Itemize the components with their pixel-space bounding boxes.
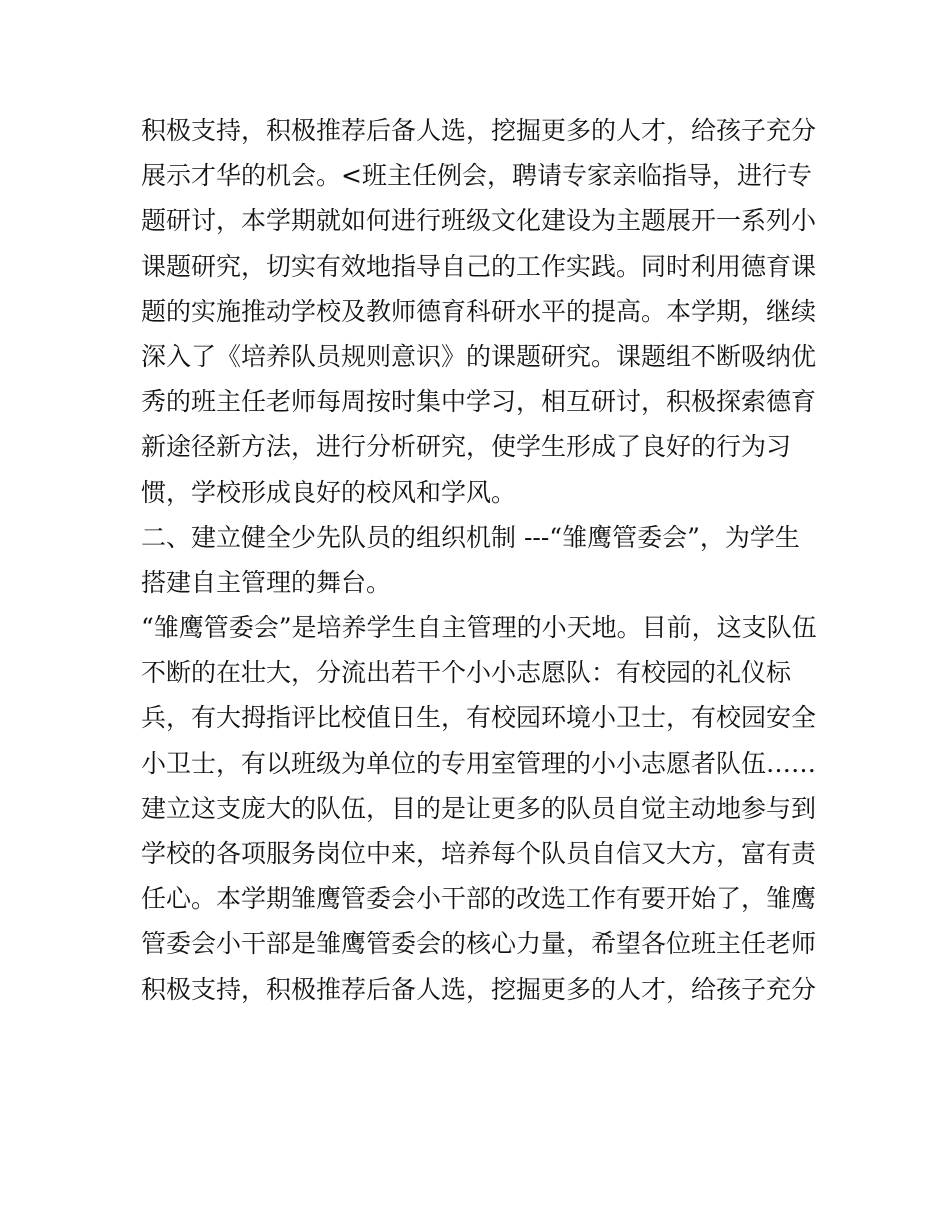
text-line: 建立这支庞大的队伍，目的是让更多的队员自觉主动地参与到 — [141, 793, 817, 823]
text-line: 任心。本学期雏鹰管委会小干部的改选工作有要开始了，雏鹰 — [141, 884, 817, 914]
text-line: 深入了《培养队员规则意识》的课题研究。课题组不断吸纳优 — [141, 341, 817, 371]
text-line: 展示才华的机会。<班主任例会，聘请专家亲临指导，进行专 — [141, 161, 812, 191]
text-line: 不断的在壮大，分流出若干个小小志愿队：有校园的礼仪标 — [141, 658, 792, 688]
text-line: 管委会小干部是雏鹰管委会的核心力量，希望各位班主任老师 — [141, 929, 817, 959]
text-line: “雏鹰管委会”是培养学生自主管理的小天地。目前，这支队伍 — [141, 613, 817, 643]
text-line: 新途径新方法，进行分析研究，使学生形成了良好的行为习 — [141, 432, 792, 462]
text-line: 课题研究，切实有效地指导自己的工作实践。同时利用德育课 — [141, 251, 817, 281]
text-line: 题的实施推动学校及教师德育科研水平的提高。本学期，继续 — [141, 296, 817, 326]
text-line: 学校的各项服务岗位中来，培养每个队员自信又大方，富有责 — [141, 839, 817, 868]
text-line: 题研讨，本学期就如何进行班级文化建设为主题展开一系列小 — [141, 206, 817, 236]
section-heading-line: 搭建自主管理的舞台。 — [141, 567, 392, 597]
section-heading-line: 二、建立健全少先队员的组织机制 ---“雏鹰管委会”，为学生 — [141, 522, 800, 552]
text-line: 小卫士，有以班级为单位的专用室管理的小小志愿者队伍…… — [141, 748, 817, 778]
text-line: 兵，有大拇指评比校值日生，有校园环境小卫士，有校园安全 — [141, 703, 817, 733]
text-line: 秀的班主任老师每周按时集中学习，相互研讨，积极探索德育 — [141, 387, 817, 417]
text-line: 积极支持，积极推荐后备人选，挖掘更多的人才，给孩子充分 — [141, 116, 817, 145]
text-line: 惯，学校形成良好的校风和学风。 — [141, 477, 517, 507]
body-text — [141, 108, 821, 1012]
text-line: 积极支持，积极推荐后备人选，挖掘更多的人才，给孩子充分 — [141, 974, 817, 1004]
